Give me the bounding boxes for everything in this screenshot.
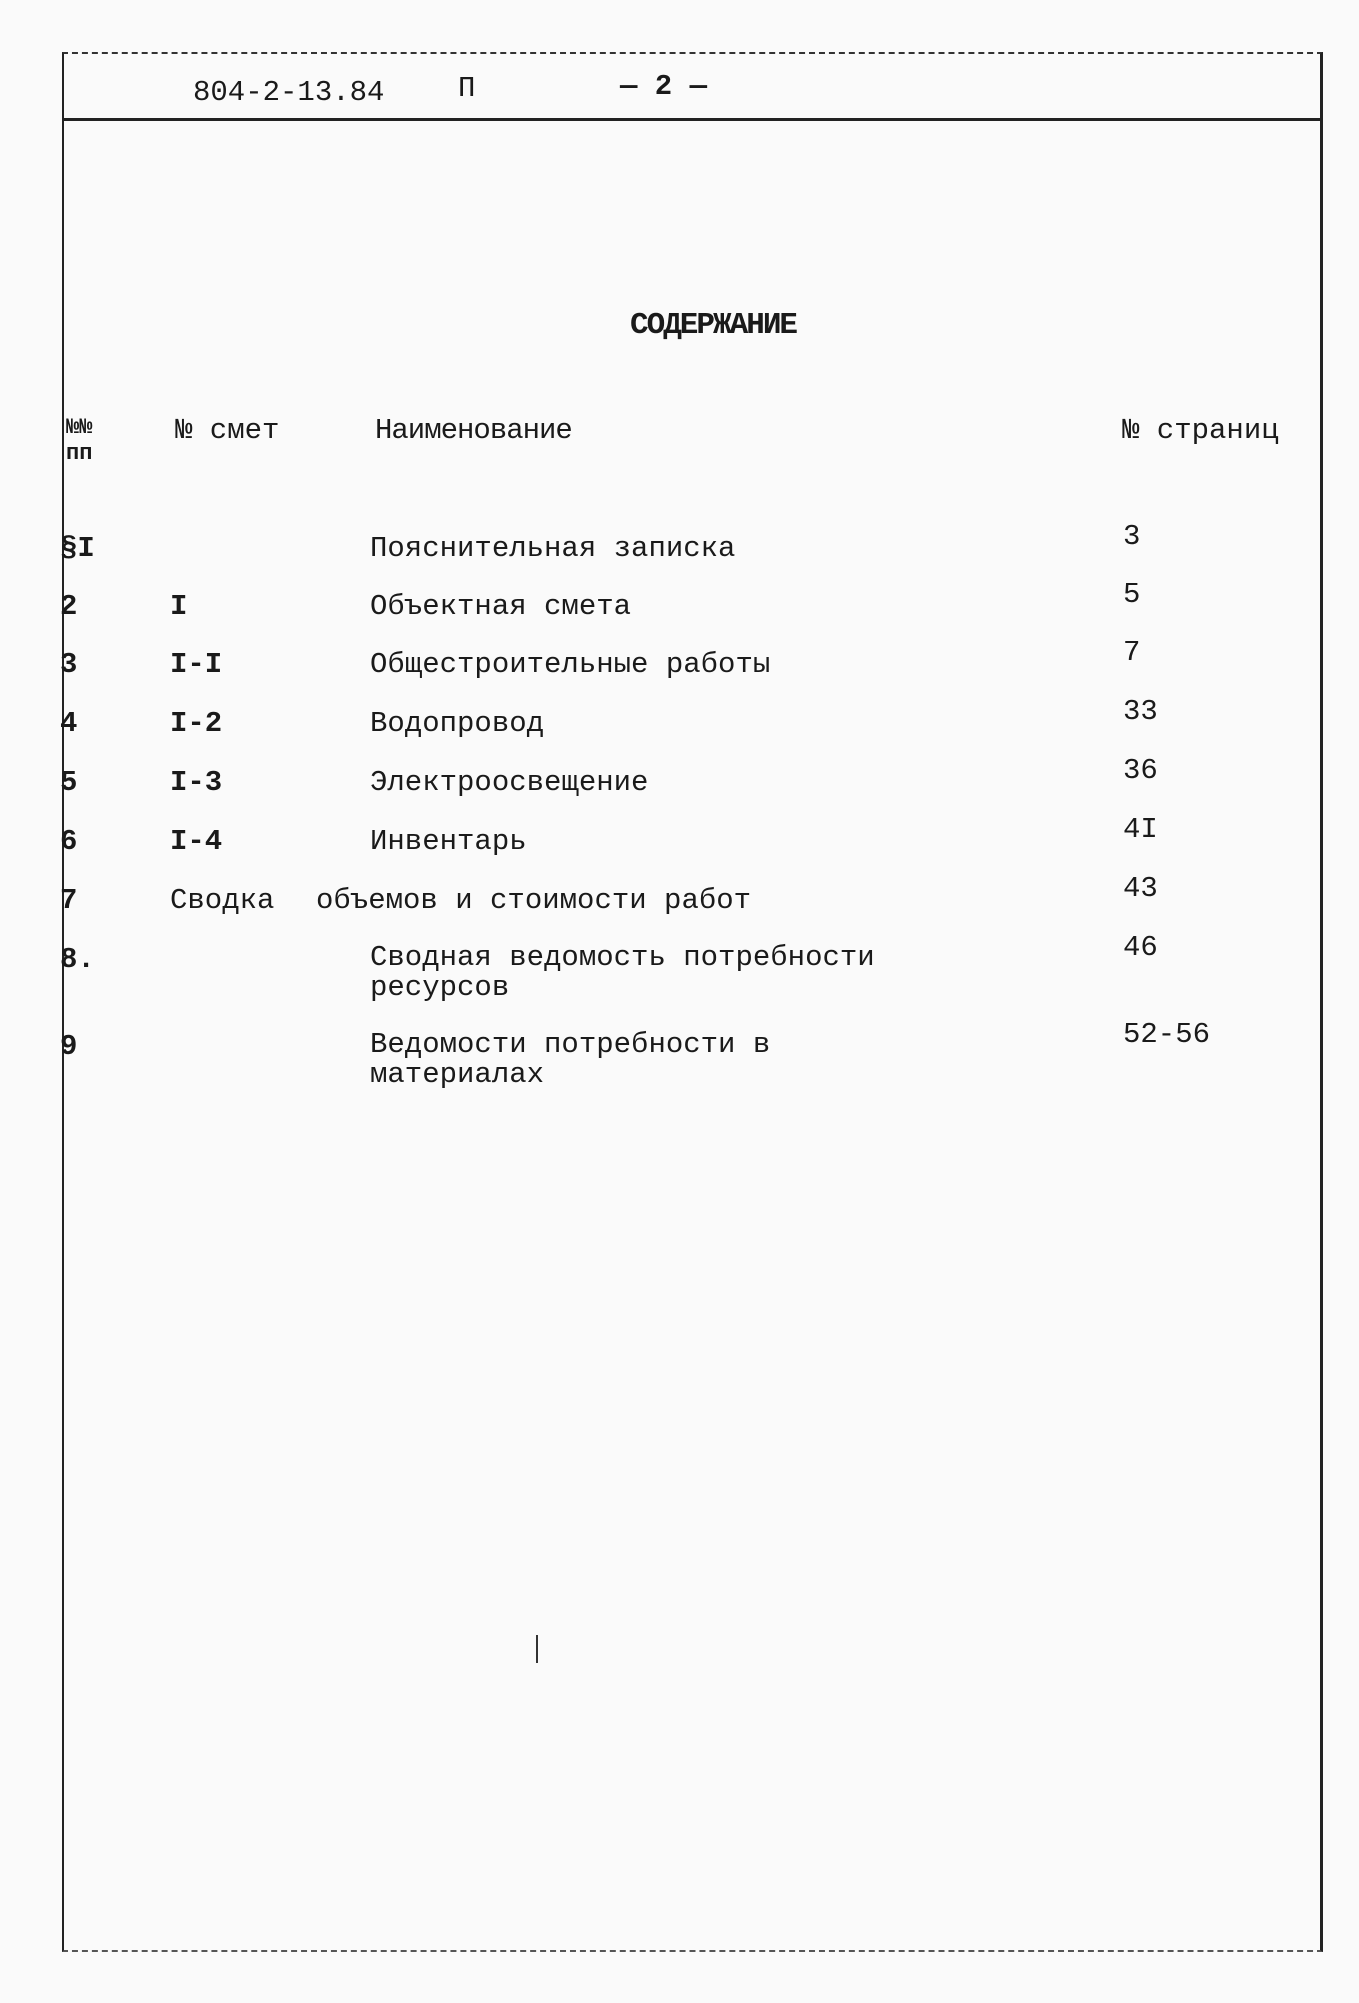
row-name: Сводная ведомость потребности ресурсов — [370, 941, 875, 1004]
row-pages: 43 — [1123, 872, 1158, 905]
row-name: Водопровод — [370, 707, 545, 740]
row-number: 8. — [60, 943, 95, 976]
row-name: Объектная смета — [370, 590, 632, 623]
row-number: 2 — [60, 590, 78, 623]
header-divider — [62, 118, 1321, 121]
row-number: 4 — [60, 707, 78, 740]
row-estimate: I-3 — [170, 766, 223, 799]
document-mark: П — [458, 72, 476, 105]
column-header-pages: № страниц — [1122, 414, 1279, 447]
row-pages: 3 — [1123, 520, 1141, 553]
row-estimate: I-2 — [170, 707, 223, 740]
row-pages: 4I — [1123, 813, 1158, 846]
document-code: 804-2-13.84 — [193, 76, 385, 109]
stray-mark — [536, 1635, 538, 1663]
row-number: §I — [60, 532, 95, 565]
row-name: Общестроительные работы — [370, 648, 771, 681]
row-name: Электроосвещение — [370, 766, 649, 799]
row-pages: 33 — [1123, 695, 1158, 728]
row-estimate: I-4 — [170, 825, 223, 858]
column-header-estimate: № смет — [175, 414, 280, 447]
row-estimate: I-I — [170, 648, 223, 681]
row-name: Инвентарь — [370, 825, 527, 858]
row-number: 5 — [60, 766, 78, 799]
row-number: 7 — [60, 884, 78, 917]
row-number: 3 — [60, 648, 78, 681]
row-pages: 7 — [1123, 636, 1141, 669]
row-pages: 36 — [1123, 754, 1158, 787]
page-number: — 2 — — [620, 70, 708, 103]
row-number: 9 — [60, 1030, 78, 1063]
page-title: СОДЕРЖАНИЕ — [630, 308, 797, 343]
row-number: 6 — [60, 825, 78, 858]
row-estimate: Сводка — [170, 884, 275, 917]
column-header-name: Наименование — [375, 414, 572, 447]
row-name: Пояснительная записка — [370, 532, 736, 565]
row-pages: 46 — [1123, 931, 1158, 964]
row-estimate: I — [170, 590, 188, 623]
row-pages: 5 — [1123, 578, 1141, 611]
row-name: объемов и стоимости работ — [316, 884, 752, 917]
row-pages: 52-56 — [1123, 1018, 1211, 1051]
column-header-num: №№ пп — [66, 415, 93, 466]
row-name: Ведомости потребности в материалах — [370, 1028, 771, 1091]
